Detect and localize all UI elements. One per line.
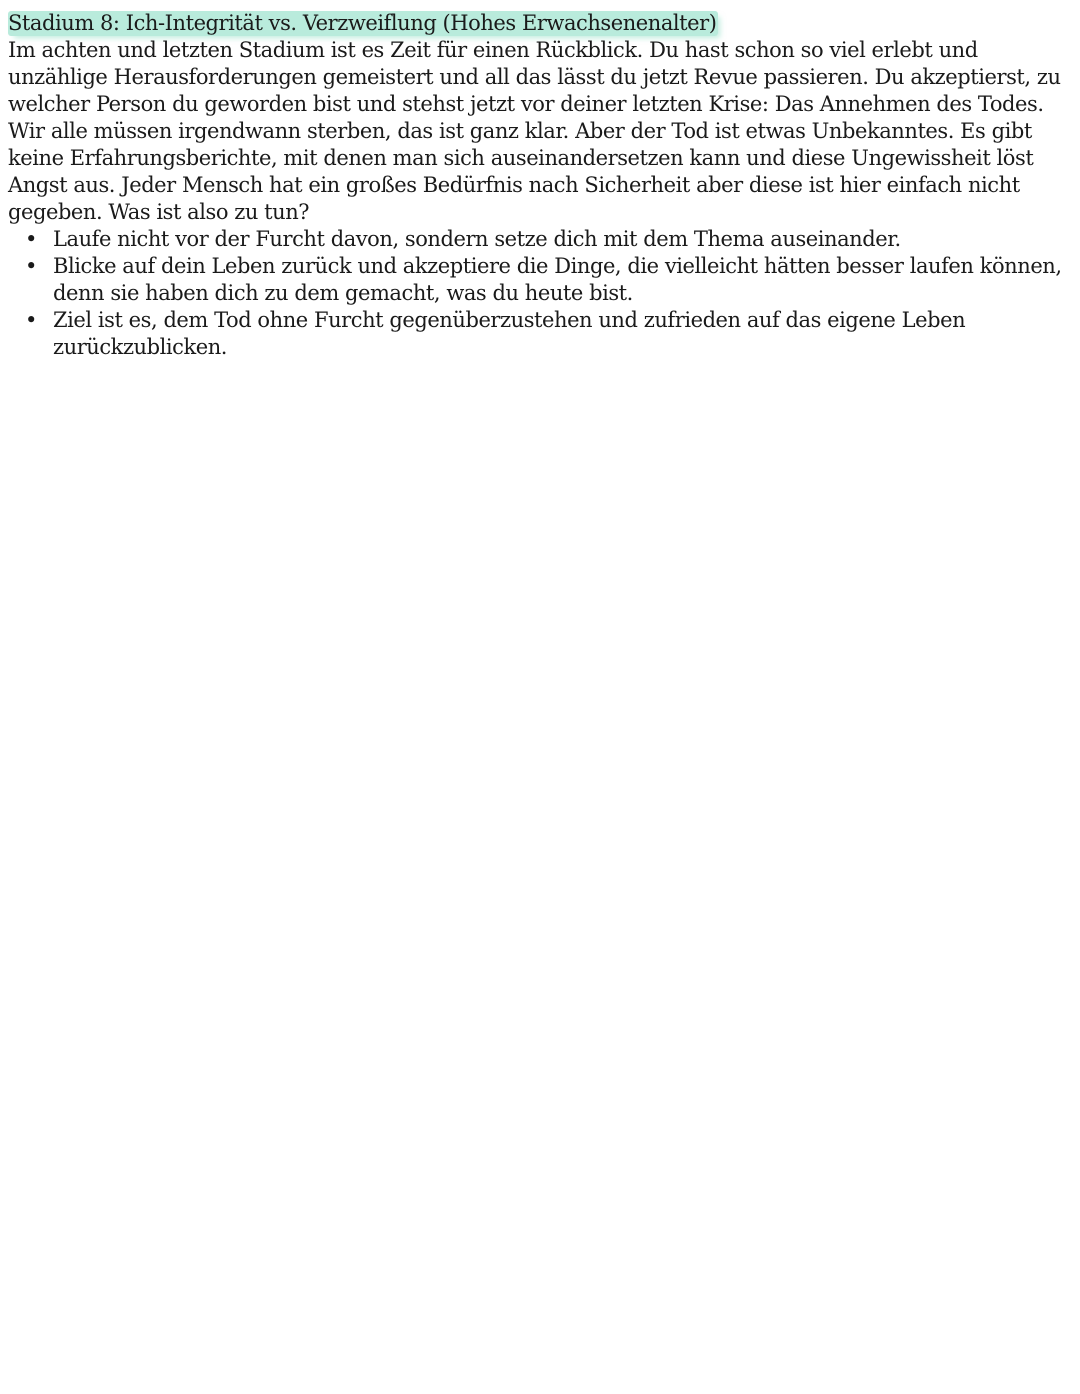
list-item	[8, 226, 1072, 253]
bullet-icon: •	[25, 308, 37, 332]
heading-line	[8, 10, 1072, 37]
paragraph-intro: Im achten und letzten Stadium ist es Zeit für einen Rückblick. Du hast schon so viel erlebt und unzählige Herausforderungen gemeistert und all das lässt du jetzt Revue passieren. Du akzeptierst, zu welcher Person du geworden bist und stehst jetzt vor deiner letzten Krise: Das Annehmen des Todes.	[8, 38, 1061, 116]
paragraph-death: Wir alle müssen irgendwann sterben, das ist ganz klar. Aber der Tod ist etwas Unbekanntes. Es gibt keine Erfahrungsberichte, mit denen man sich auseinandersetzen kann und diese Ungewissheit löst Angst aus. Jeder Mensch hat ein großes Bedürfnis nach Sicherheit aber diese ist hier einfach nicht gegeben. Was ist also zu tun?	[8, 119, 1034, 224]
document-page	[8, 10, 1072, 361]
bullet-icon: •	[25, 227, 37, 251]
list-item	[8, 253, 1072, 307]
section-heading: Stadium 8: Ich-Integrität vs. Verzweiflung (Hohes Erwachsenenalter)	[8, 11, 717, 35]
list-item-text: Laufe nicht vor der Furcht davon, sondern setze dich mit dem Thema auseinander.	[53, 227, 901, 251]
list-item-text: Ziel ist es, dem Tod ohne Furcht gegenüberzustehen und zufrieden auf das eigene Leben zurückzublicken.	[53, 308, 966, 359]
list-item	[8, 307, 1072, 361]
bullet-icon: •	[25, 254, 37, 278]
bullet-list	[8, 226, 1072, 361]
list-item-text: Blicke auf dein Leben zurück und akzeptiere die Dinge, die vielleicht hätten besser laufen können, denn sie haben dich zu dem gemacht, was du heute bist.	[53, 254, 1062, 305]
